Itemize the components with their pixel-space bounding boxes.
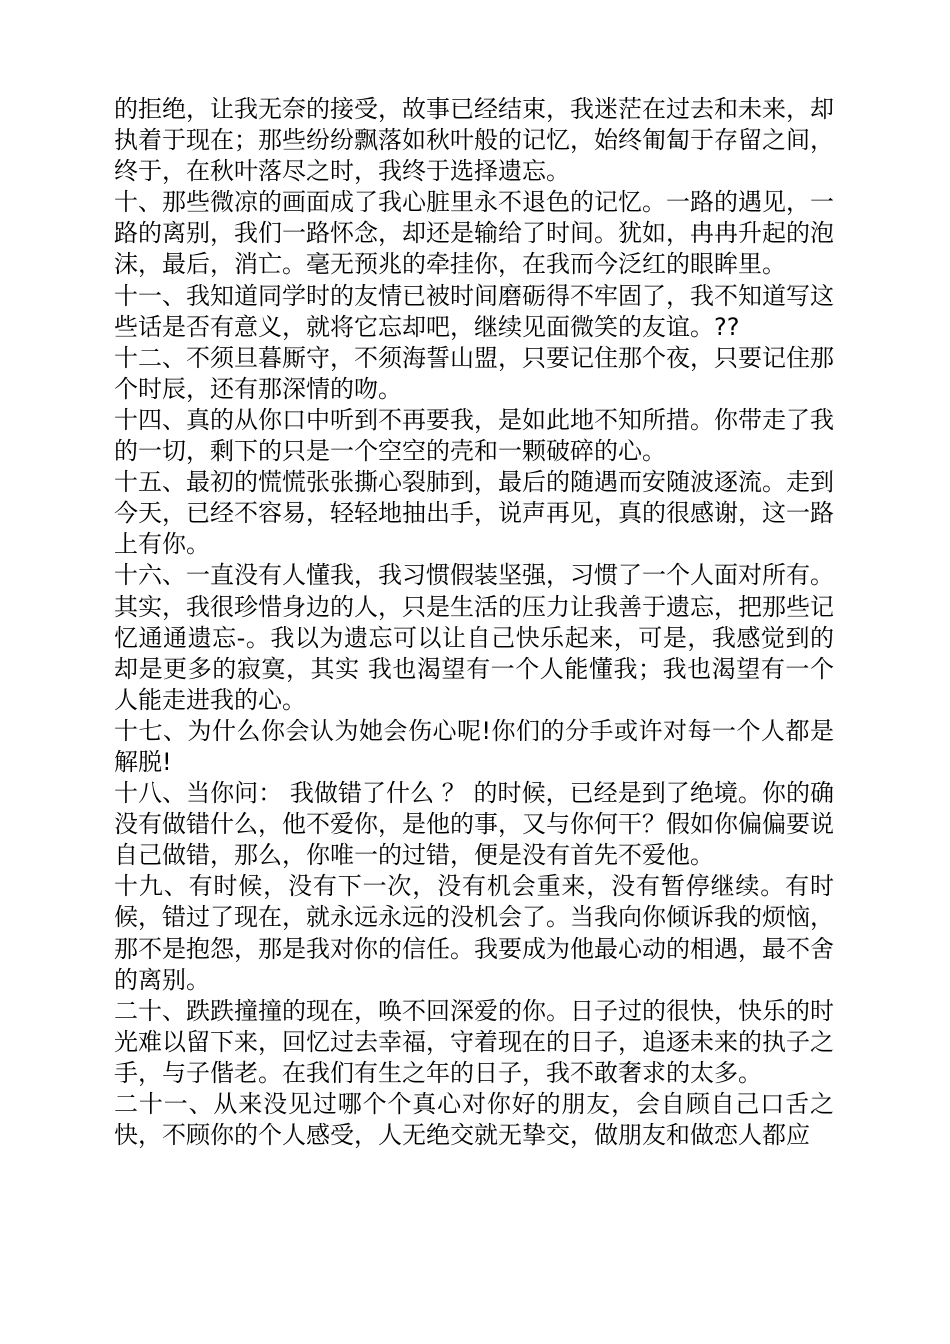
- paragraph-21: 二十一、从来没见过哪个个真心对你好的朋友，会自顾自己口舌之快，不顾你的个人感受，人无绝交就无挚交，做朋友和做恋人都应: [114, 1090, 834, 1150]
- paragraph-18: 十八、当你问： 我做错了什么 ？ 的时候，已经是到了绝境。你的确没有做错什么，他不爱你，是他的事，又与你何干？假如你偏偏要说自己做错，那么，你唯一的过错，便是没有首先不爱他。: [114, 779, 834, 870]
- paragraph-14: 十四、真的从你口中听到不再要我，是如此地不知所措。你带走了我的一切，剩下的只是一个空空的壳和一颗破碎的心。: [114, 405, 834, 466]
- paragraph-11: 十一、我知道同学时的友情已被时间磨砺得不牢固了，我不知道写这些话是否有意义，就将它忘却吧，继续见面微笑的友谊。??: [114, 281, 834, 341]
- paragraph-19: 十九、有时候，没有下一次，没有机会重来，没有暂停继续。有时候，错过了现在，就永远永远的没机会了。当我向你倾诉我的烦恼，那不是抱怨，那是我对你的信任。我要成为他最心动的相遇，最不舍的离别。: [114, 872, 834, 994]
- paragraph-15: 十五、最初的慌慌张张撕心裂肺到，最后的随遇而安随波逐流。走到今天，已经不容易，轻轻地抽出手，说声再见，真的很感谢，这一路上有你。: [114, 468, 834, 559]
- document-body: [114, 94, 834, 1151]
- paragraph-17: 十七、为什么你会认为她会伤心呢!你们的分手或许对每一个人都是解脱!: [114, 716, 834, 776]
- paragraph-16: 十六、一直没有人懂我，我习惯假装坚强，习惯了一个人面对所有。其实，我很珍惜身边的人，只是生活的压力让我善于遗忘，把那些记忆通通遗忘-。我以为遗忘可以让自己快乐起来，可是，我感觉到的却是更多的寂寞，其实 我也渴望有一个人能懂我；我也渴望有一个人能走进我的心。: [114, 561, 834, 714]
- paragraph-20: 二十、跌跌撞撞的现在，唤不回深爱的你。日子过的很快，快乐的时光难以留下来，回忆过去幸福，守着现在的日子，追逐未来的执子之手，与子偕老。在我们有生之年的日子，我不敢奢求的太多。: [114, 996, 834, 1087]
- paragraph-continuation: 的拒绝，让我无奈的接受，故事已经结束，我迷茫在过去和未来，却执着于现在；那些纷纷飘落如秋叶般的记忆，始终匍匐于存留之间，终于，在秋叶落尽之时，我终于选择遗忘。: [114, 95, 834, 186]
- paragraph-10: 十、那些微凉的画面成了我心脏里永不退色的记忆。一路的遇见，一路的离别，我们一路怀念，却还是输给了时间。犹如，冉冉升起的泡沫，最后，消亡。毫无预兆的牵挂你，在我而今泛红的眼眸里。: [114, 188, 834, 279]
- paragraph-12: 十二、不须旦暮厮守，不须海誓山盟，只要记住那个夜，只要记住那个时辰，还有那深情的吻。: [114, 343, 834, 403]
